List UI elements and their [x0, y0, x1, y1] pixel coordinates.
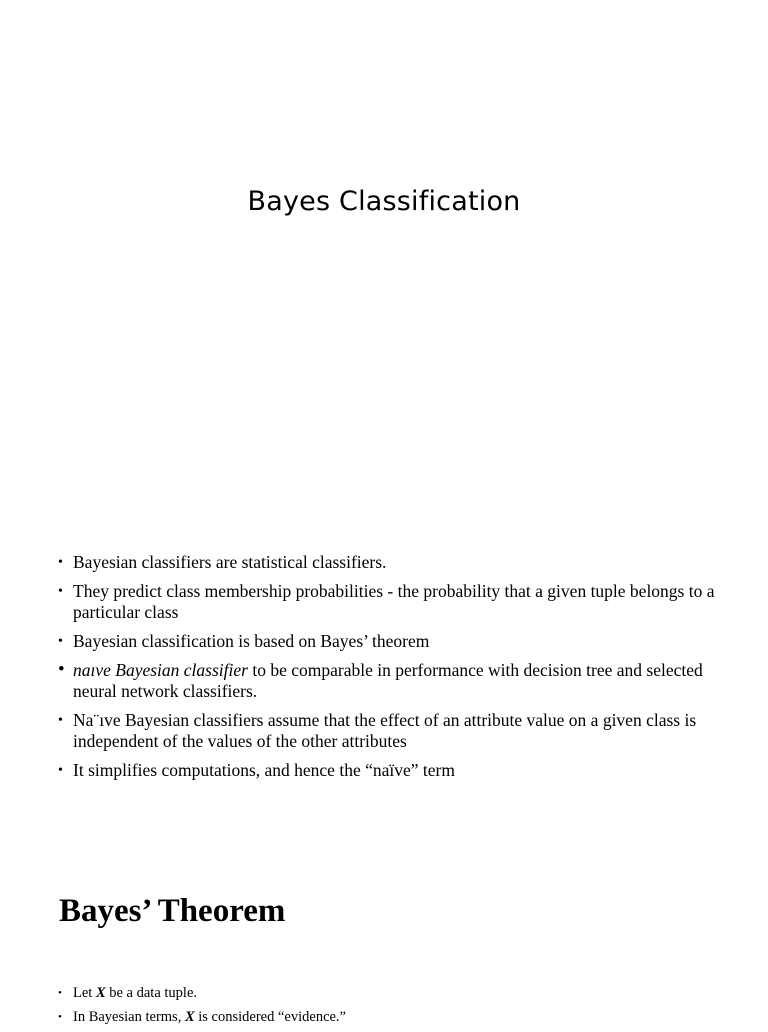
bullet-text: Na¨ıve Bayesian classifiers assume that the effect of an attribute value on a given class is independent of the values of the other attributes: [73, 710, 697, 751]
variable-x: X: [184, 1009, 195, 1025]
bullet-text-post: is considered “evidence.”: [194, 1009, 346, 1025]
bullet-text: to be comparable in performance with decision tree and selected neural network classifiers.: [73, 660, 703, 701]
bullet-text: They predict class membership probabilities - the probability that a given tuple belongs to a particular class: [73, 581, 715, 622]
list-item: [58, 710, 738, 752]
bullet-icon: •: [58, 634, 63, 649]
bullet-icon: •: [58, 584, 63, 599]
bullet-text-post: be a data tuple.: [105, 985, 198, 1001]
bullet-italic-term: naıve Bayesian classifier: [73, 660, 248, 680]
section-title: Bayes’ Theorem: [59, 893, 286, 929]
bullet-list: [58, 552, 738, 789]
bullet-icon: •: [58, 987, 62, 999]
variable-x: X: [95, 985, 106, 1001]
bullet-icon: •: [58, 713, 63, 728]
bullet-text: It simplifies computations, and hence the “naïve” term: [73, 760, 455, 780]
bullet-icon: •: [58, 659, 65, 680]
list-item: [58, 984, 738, 1002]
bullet-text-pre: Let: [73, 985, 96, 1001]
bullet-icon: •: [58, 555, 63, 570]
list-item: [58, 1008, 738, 1026]
list-item: [58, 631, 738, 652]
list-item: [58, 660, 738, 702]
list-item: [58, 581, 738, 623]
bullet-text: Bayesian classifiers are statistical classifiers.: [73, 552, 387, 572]
bullet-icon: •: [58, 763, 63, 778]
theorem-bullet-list: [58, 984, 738, 1032]
bullet-text: Bayesian classification is based on Bayes’ theorem: [73, 631, 430, 651]
bullet-text-pre: In Bayesian terms,: [73, 1009, 185, 1025]
slide-title: Bayes Classification: [247, 186, 521, 217]
list-item: [58, 760, 738, 781]
bullet-icon: •: [58, 1011, 62, 1023]
list-item: [58, 552, 738, 573]
